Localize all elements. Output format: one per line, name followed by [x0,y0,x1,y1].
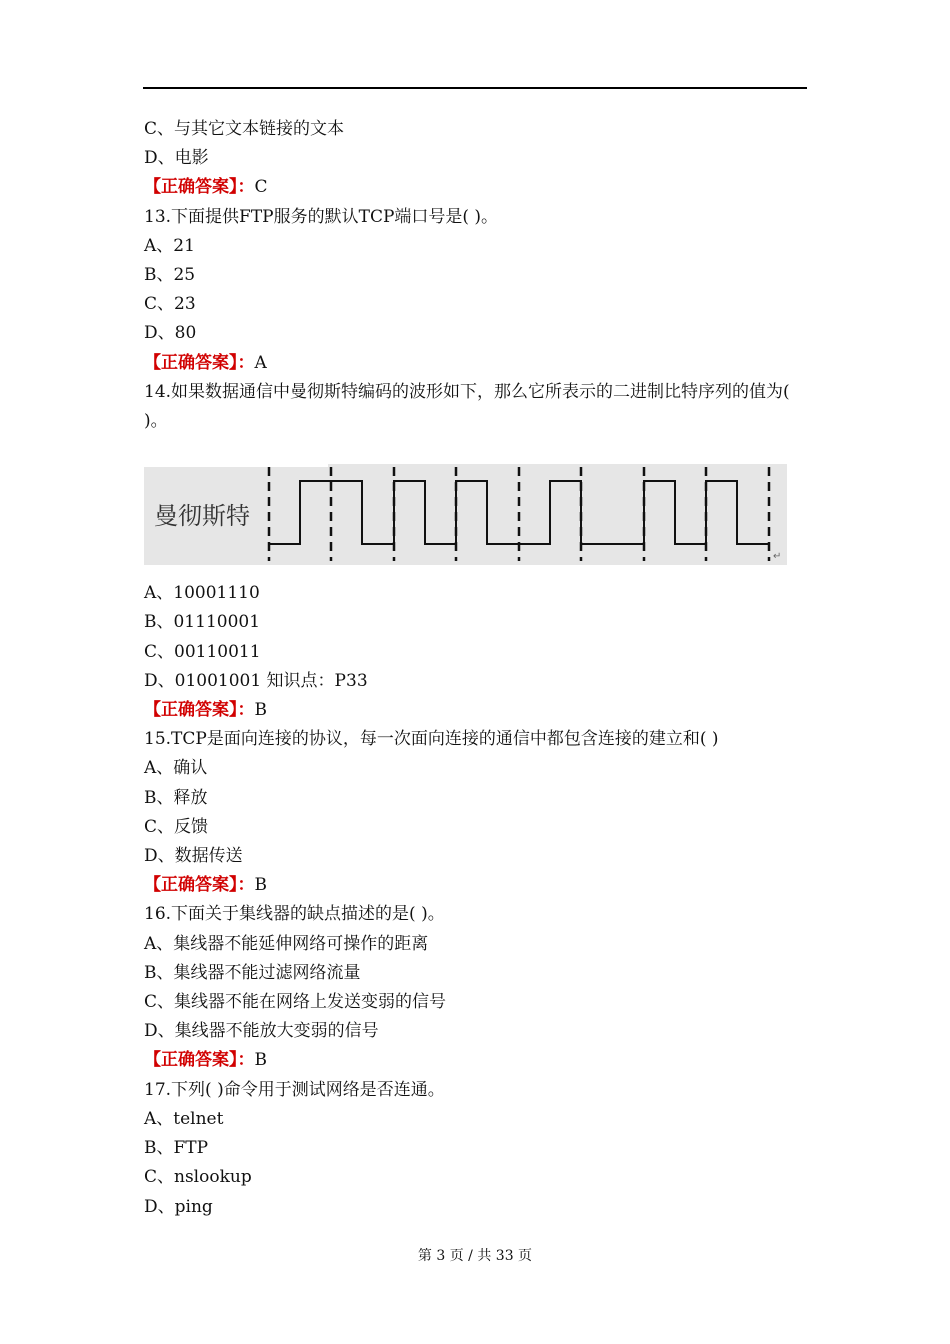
option-a: A、telnet [144,1108,224,1129]
manchester-waveform-figure [144,461,787,565]
option-a: A、集线器不能延伸网络可操作的距离 [144,933,429,954]
answer-value: A [254,352,267,373]
manchester-waveform-svg [144,461,787,565]
option-d: D、集线器不能放大变弱的信号 [144,1021,379,1042]
option-c: C、与其它文本链接的文本 [144,119,345,139]
option-a: A、确认 [144,758,208,779]
option-b: B、25 [144,265,196,286]
page-footer: 第 3 页 / 共 33 页 [417,1248,533,1264]
option-c: C、反馈 [144,816,209,837]
option-d: D、电影 [144,148,209,169]
option-b: B、01110001 [144,612,261,633]
answer-label: 【正确答案】： [144,700,255,721]
option-c: C、23 [144,294,196,315]
answer-label: 【正确答案】： [144,177,255,198]
answer-label: 【正确答案】： [144,875,255,896]
answer-row [144,349,808,378]
option-d: D、ping [144,1196,213,1217]
answer-row [144,696,808,725]
answer-value: B [254,700,267,721]
option-b: B、集线器不能过滤网络流量 [144,962,361,983]
option-b: B、FTP [144,1138,209,1159]
option-c: C、00110011 [144,641,261,662]
option-d: D、01001001 知识点：P33 [144,670,368,691]
figure-notch [144,461,328,467]
option-d: D、80 [144,323,197,344]
option-a: A、21 [144,235,195,256]
answer-row [144,1046,808,1075]
figure-label: 曼彻斯特 [154,502,250,531]
answer-value: B [254,1050,267,1071]
page-body [144,115,808,1222]
answer-label: 【正确答案】： [144,1050,255,1071]
option-b: B、释放 [144,787,208,808]
header-rule [143,87,807,89]
option-d: D、数据传送 [144,846,243,867]
question-16-stem: 16.下面关于集线器的缺点描述的是( )。 [144,904,445,925]
question-17-stem: 17.下列( )命令用于测试网络是否连通。 [144,1079,445,1100]
question-15-stem: 15.TCP是面向连接的协议，每一次面向连接的通信中都包含连接的建立和( ) [144,729,719,750]
answer-row [144,871,808,900]
question-13-stem: 13.下面提供FTP服务的默认TCP端口号是( )。 [144,206,499,227]
answer-label: 【正确答案】： [144,352,255,373]
answer-value: B [254,875,267,896]
option-c: C、nslookup [144,1167,252,1188]
option-a: A、10001110 [144,583,260,604]
option-c: C、集线器不能在网络上发送变弱的信号 [144,992,447,1013]
question-14-stem: 14.如果数据通信中曼彻斯特编码的波形如下，那么它所表示的二进制比特序列的值为( )。 [144,381,790,432]
answer-value: C [254,177,268,198]
return-mark: ↵ [773,551,782,563]
answer-row [144,173,808,202]
